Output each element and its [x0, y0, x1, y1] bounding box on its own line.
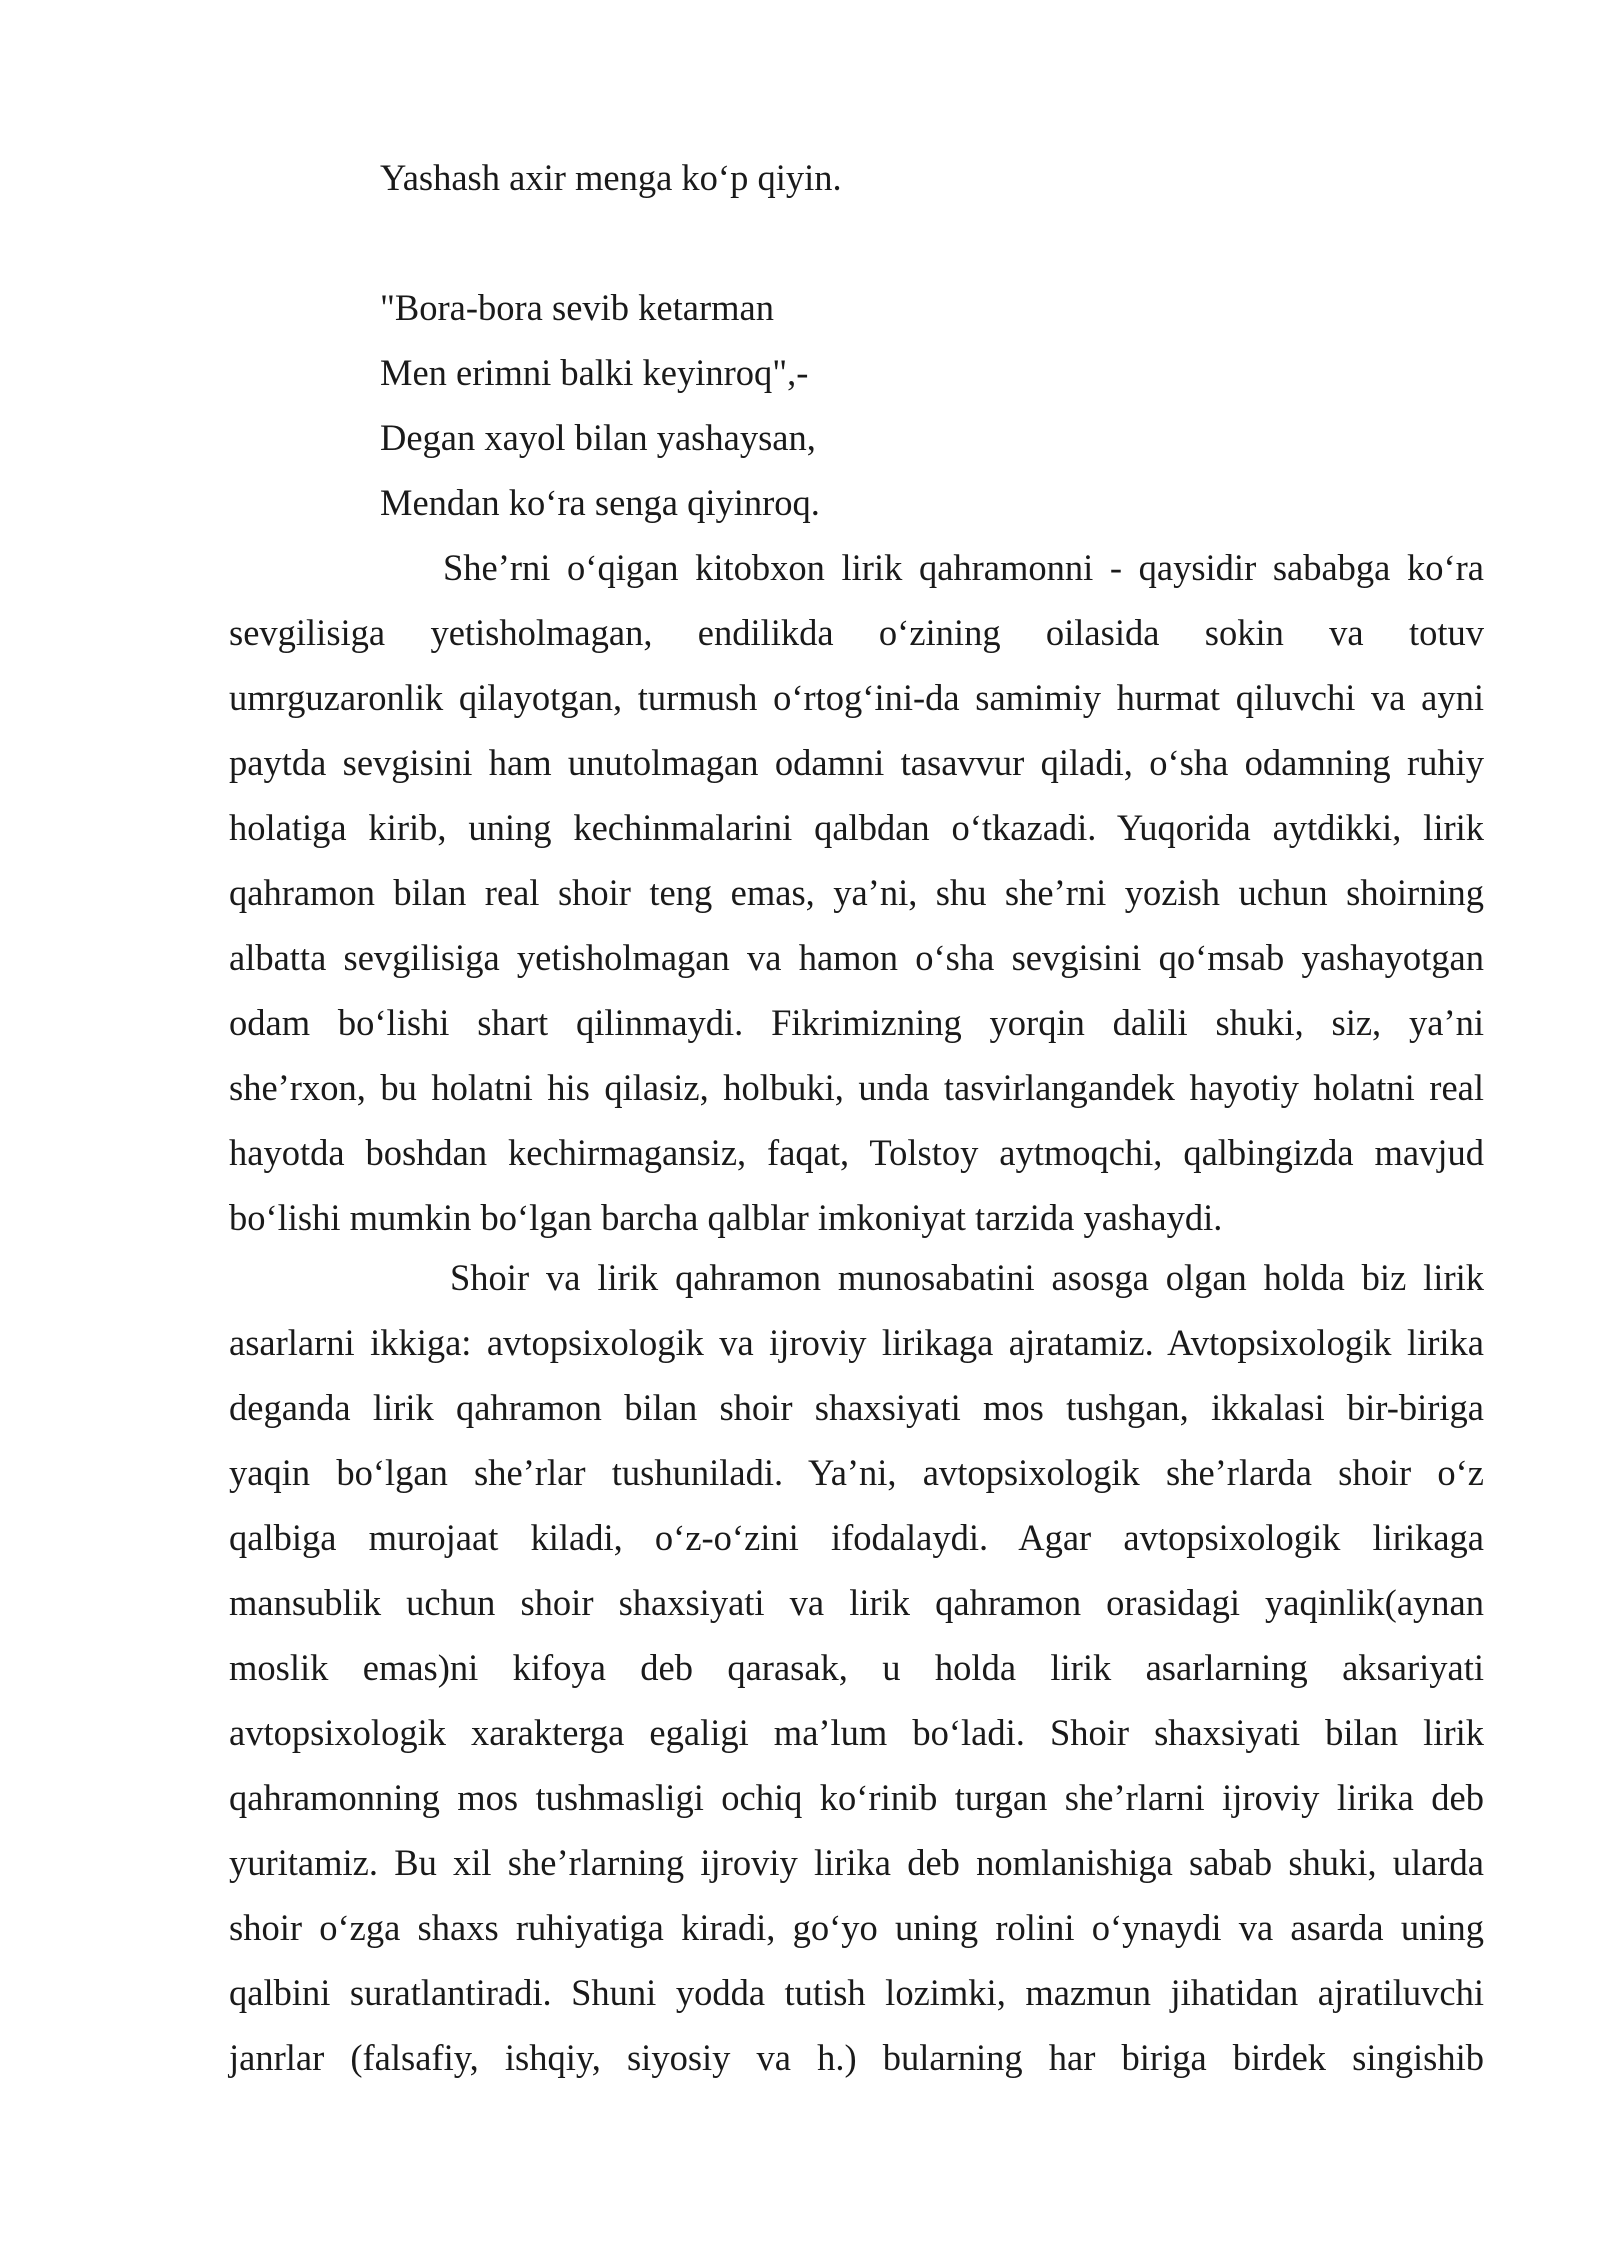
paragraph-line: albatta sevgilisiga yetisholmagan va hamon o‘sha sevgisini qo‘msab yashayotgan: [229, 937, 1484, 978]
paragraph-line: qalbiga murojaat kiladi, o‘z-o‘zini ifodalaydi. Agar avtopsixologik lirikaga: [229, 1517, 1484, 1558]
paragraph-line: she’rxon, bu holatni his qilasiz, holbuki, unda tasvirlangandek hayotiy holatni real: [229, 1067, 1484, 1108]
paragraph-line: shoir o‘zga shaxs ruhiyatiga kiradi, go‘yo uning rolini o‘ynaydi va asarda uning: [229, 1907, 1484, 1948]
poem-line: Men erimni balki keyinroq",-: [380, 352, 809, 393]
paragraph-line: qahramon bilan real shoir teng emas, ya’ni, shu she’rni yozish uchun shoirning: [229, 872, 1484, 913]
paragraph-line: mansublik uchun shoir shaxsiyati va lirik qahramon orasidagi yaqinlik(aynan: [229, 1582, 1484, 1623]
paragraph-line: She’rni o‘qigan kitobxon lirik qahramonni - qaysidir sababga ko‘ra: [443, 547, 1484, 588]
paragraph-line: qahramonning mos tushmasligi ochiq ko‘rinib turgan she’rlarni ijroviy lirika deb: [229, 1777, 1484, 1818]
paragraph-line: qalbini suratlantiradi. Shuni yodda tutish lozimki, mazmun jihatidan ajratiluvchi: [229, 1972, 1484, 2013]
poem-stanza-top: [380, 145, 842, 210]
paragraph-line: hayotda boshdan kechirmagansiz, faqat, Tolstoy aytmoqchi, qalbingizda mavjud: [229, 1132, 1484, 1173]
paragraph-line: moslik emas)ni kifoya deb qarasak, u holda lirik asarlarning aksariyati: [229, 1647, 1484, 1688]
paragraph-line: bo‘lishi mumkin bo‘lgan barcha qalblar imkoniyat tarzida yashaydi.: [229, 1197, 1223, 1238]
paragraph-line: umrguzaronlik qilayotgan, turmush o‘rtog‘ini-da samimiy hurmat qiluvchi va ayni: [229, 677, 1484, 718]
paragraph-lyric-hero: [229, 535, 1484, 1250]
paragraph-line: sevgilisiga yetisholmagan, endilikda o‘zining oilasida sokin va totuv: [229, 612, 1484, 653]
paragraph-line: odam bo‘lishi shart qilinmaydi. Fikrimizning yorqin dalili shuki, siz, ya’ni: [229, 1002, 1484, 1043]
poem-stanza: [380, 275, 820, 535]
paragraph-line: asarlarni ikkiga: avtopsixologik va ijroviy lirikaga ajratamiz. Avtopsixologik lirika: [229, 1322, 1484, 1363]
poem-line: Mendan ko‘ra senga qiyinroq.: [380, 482, 820, 523]
paragraph-line: avtopsixologik xarakterga egaligi ma’lum bo‘ladi. Shoir shaxsiyati bilan lirik: [229, 1712, 1484, 1753]
paragraph-line: yuritamiz. Bu xil she’rlarning ijroviy lirika deb nomlanishiga sabab shuki, ularda: [229, 1842, 1484, 1883]
poem-line: Degan xayol bilan yashaysan,: [380, 417, 816, 458]
poem-line: Yashash axir menga ko‘p qiyin.: [380, 157, 842, 198]
poem-line: "Bora-bora sevib ketarman: [380, 287, 774, 328]
paragraph-line: paytda sevgisini ham unutolmagan odamni tasavvur qiladi, o‘sha odamning ruhiy: [229, 742, 1484, 783]
paragraph-lyric-types: [229, 1245, 1484, 2090]
paragraph-line: deganda lirik qahramon bilan shoir shaxsiyati mos tushgan, ikkalasi bir-biriga: [229, 1387, 1484, 1428]
paragraph-line: Shoir va lirik qahramon munosabatini asosga olgan holda biz lirik: [450, 1257, 1484, 1298]
paragraph-line: janrlar (falsafiy, ishqiy, siyosiy va h.) bularning har biriga birdek singishib: [229, 2037, 1484, 2078]
paragraph-line: yaqin bo‘lgan she’rlar tushuniladi. Ya’ni, avtopsixologik she’rlarda shoir o‘z: [229, 1452, 1484, 1493]
paragraph-line: holatiga kirib, uning kechinmalarini qalbdan o‘tkazadi. Yuqorida aytdikki, lirik: [229, 807, 1484, 848]
